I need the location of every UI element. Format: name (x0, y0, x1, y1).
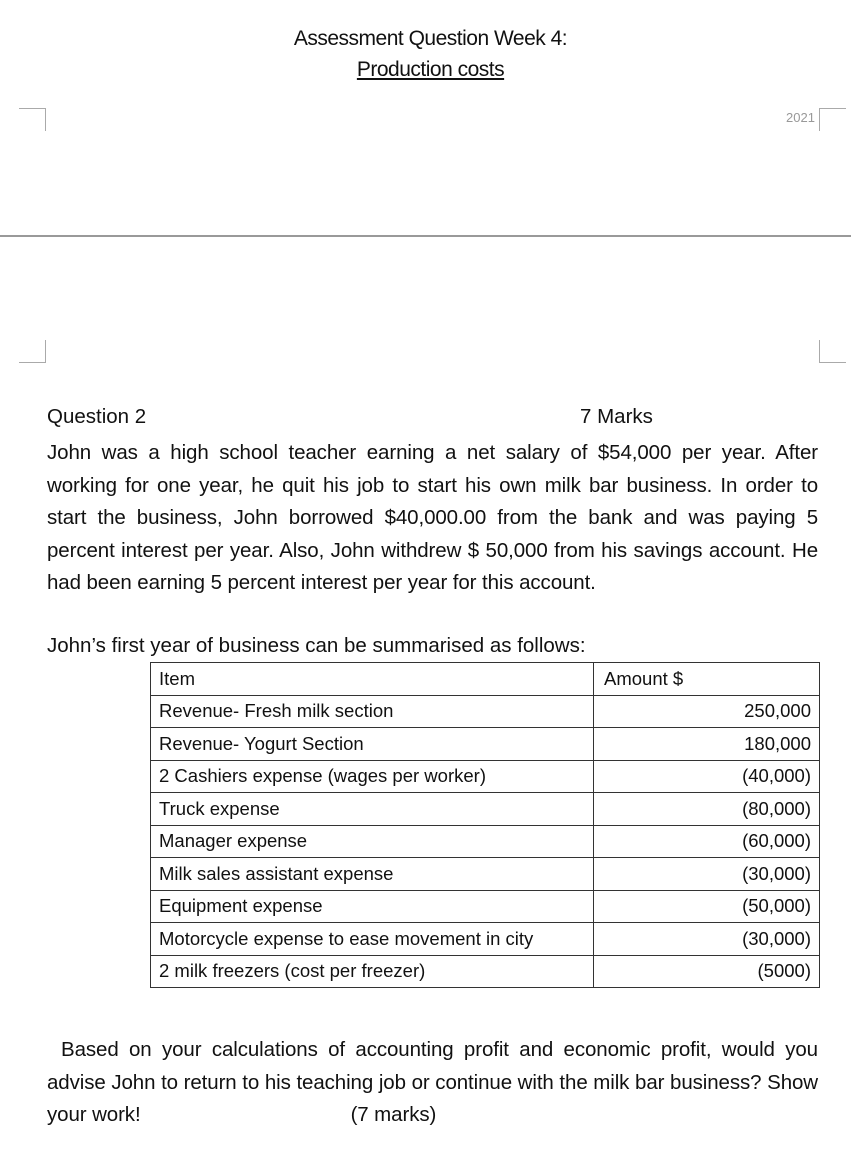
crop-mark-top-right (819, 108, 846, 131)
prompt-marks: (7 marks) (350, 1103, 437, 1126)
row-item: Manager expense (151, 825, 594, 858)
row-item: Truck expense (151, 793, 594, 826)
row-item: Milk sales assistant expense (151, 858, 594, 891)
row-amount: (80,000) (594, 793, 820, 826)
row-amount: (30,000) (594, 858, 820, 891)
row-item: Motorcycle expense to ease movement in city (151, 923, 594, 956)
row-amount: 180,000 (594, 728, 820, 761)
row-item: Equipment expense (151, 890, 594, 923)
header-year: 2021 (786, 110, 815, 125)
page-title: Assessment Question Week 4: (293, 27, 568, 50)
header-amount: Amount $ (594, 663, 820, 696)
crop-mark-top-left (19, 108, 46, 131)
row-item: Revenue- Yogurt Section (151, 728, 594, 761)
table-row (151, 728, 820, 761)
table-row (151, 890, 820, 923)
row-item: Revenue- Fresh milk section (151, 695, 594, 728)
row-amount: (40,000) (594, 760, 820, 793)
table-row (151, 858, 820, 891)
table-row (151, 825, 820, 858)
page-subtitle: Production costs (356, 58, 505, 81)
table-intro: John’s first year of business can be summarised as follows: (47, 634, 586, 657)
row-item: 2 milk freezers (cost per freezer) (151, 955, 594, 988)
question-text: John was a high school teacher earning a net salary of $54,000 per year. After working for one year, he quit his job to start his own milk bar business. In order to start the business, John borrowed $40,000.00 from the bank and was paying 5 percent interest per year. Also, John withdrew $ 50,000 from his savings account. He had been earning 5 percent interest per year for this account. (47, 441, 818, 594)
row-amount: (60,000) (594, 825, 820, 858)
row-item: 2 Cashiers expense (wages per worker) (151, 760, 594, 793)
page-break-divider (0, 235, 851, 237)
table-row (151, 955, 820, 988)
row-amount: 250,000 (594, 695, 820, 728)
question-marks: 7 Marks (580, 405, 653, 428)
crop-mark-bottom-right (819, 340, 846, 363)
prompt-question: Based on your calculations of accounting profit and economic profit, would you advise John to return to his teaching job or continue with the milk bar business? Show your work! (47, 1038, 818, 1126)
table-row (151, 793, 820, 826)
header-item: Item (151, 663, 594, 696)
table-row (151, 760, 820, 793)
question-label: Question 2 (47, 405, 147, 428)
row-amount: (5000) (594, 955, 820, 988)
prompt-text (47, 1034, 818, 1132)
business-summary-table (150, 662, 820, 988)
table-row (151, 923, 820, 956)
crop-mark-bottom-left (19, 340, 46, 363)
row-amount: (30,000) (594, 923, 820, 956)
table-header-row (151, 663, 820, 696)
table-row (151, 695, 820, 728)
row-amount: (50,000) (594, 890, 820, 923)
